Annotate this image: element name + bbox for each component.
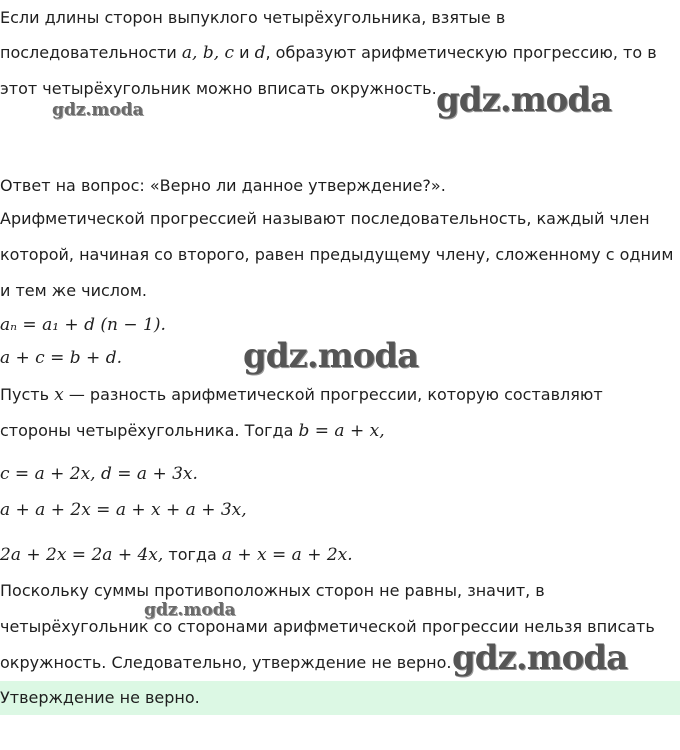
equation-3-math: a + x = a + 2x. (221, 545, 353, 565)
let-line (0, 384, 603, 406)
let-math: x (54, 385, 64, 405)
formula-progression: aₙ = a₁ + d (n − 1). (0, 315, 166, 335)
watermark: gdz.moda (452, 638, 628, 678)
sides-text: стороны четырёхугольника. Тогда (0, 421, 299, 440)
equation-3-line (0, 544, 353, 566)
sides-line (0, 420, 385, 442)
statement-line-3: этот четырёхугольник можно вписать окружность. (0, 79, 437, 98)
definition-line-1: Арифметической прогрессией называют последовательность, каждый член (0, 209, 650, 228)
watermark: gdz.moda (144, 600, 236, 620)
statement-line-2 (0, 42, 657, 64)
question-line: Ответ на вопрос: «Верно ли данное утверждение?». (0, 176, 446, 195)
watermark: gdz.moda (243, 336, 419, 376)
watermark: gdz.moda (52, 100, 144, 120)
definition-line-2: которой, начиная со второго, равен предыдущему члену, сложенному с одним (0, 245, 674, 264)
statement-text: , образуют арифметическую прогрессию, то в (265, 43, 657, 62)
conclusion-line-3: окружность. Следовательно, утверждение не верно. (0, 653, 452, 672)
equation-3-text: тогда (163, 545, 222, 564)
answer-box (0, 681, 680, 715)
let-text: — разность арифметической прогрессии, которую составляют (63, 385, 603, 404)
statement-text: и (234, 43, 255, 62)
answer-text: Утверждение не верно. (0, 688, 200, 707)
equation-1: c = a + 2x, d = a + 3x. (0, 464, 198, 484)
sides-math: b = a + x, (298, 421, 385, 441)
formula-sum: a + c = b + d. (0, 348, 122, 368)
statement-line-1: Если длины сторон выпуклого четырёхугольника, взятые в (0, 8, 506, 27)
conclusion-line-2: четырёхугольник со сторонами арифметической прогрессии нельзя вписать (0, 617, 655, 636)
conclusion-line-1: Поскольку суммы противоположных сторон не равны, значит, в (0, 581, 545, 600)
definition-line-3: и тем же числом. (0, 281, 147, 300)
watermark: gdz.moda (436, 80, 612, 120)
statement-math: d (254, 43, 266, 63)
equation-3-math: 2a + 2x = 2a + 4x, (0, 545, 164, 565)
equation-2: a + a + 2x = a + x + a + 3x, (0, 500, 247, 520)
statement-math: a, b, c (181, 43, 235, 63)
statement-text: последовательности (0, 43, 182, 62)
let-text: Пусть (0, 385, 55, 404)
